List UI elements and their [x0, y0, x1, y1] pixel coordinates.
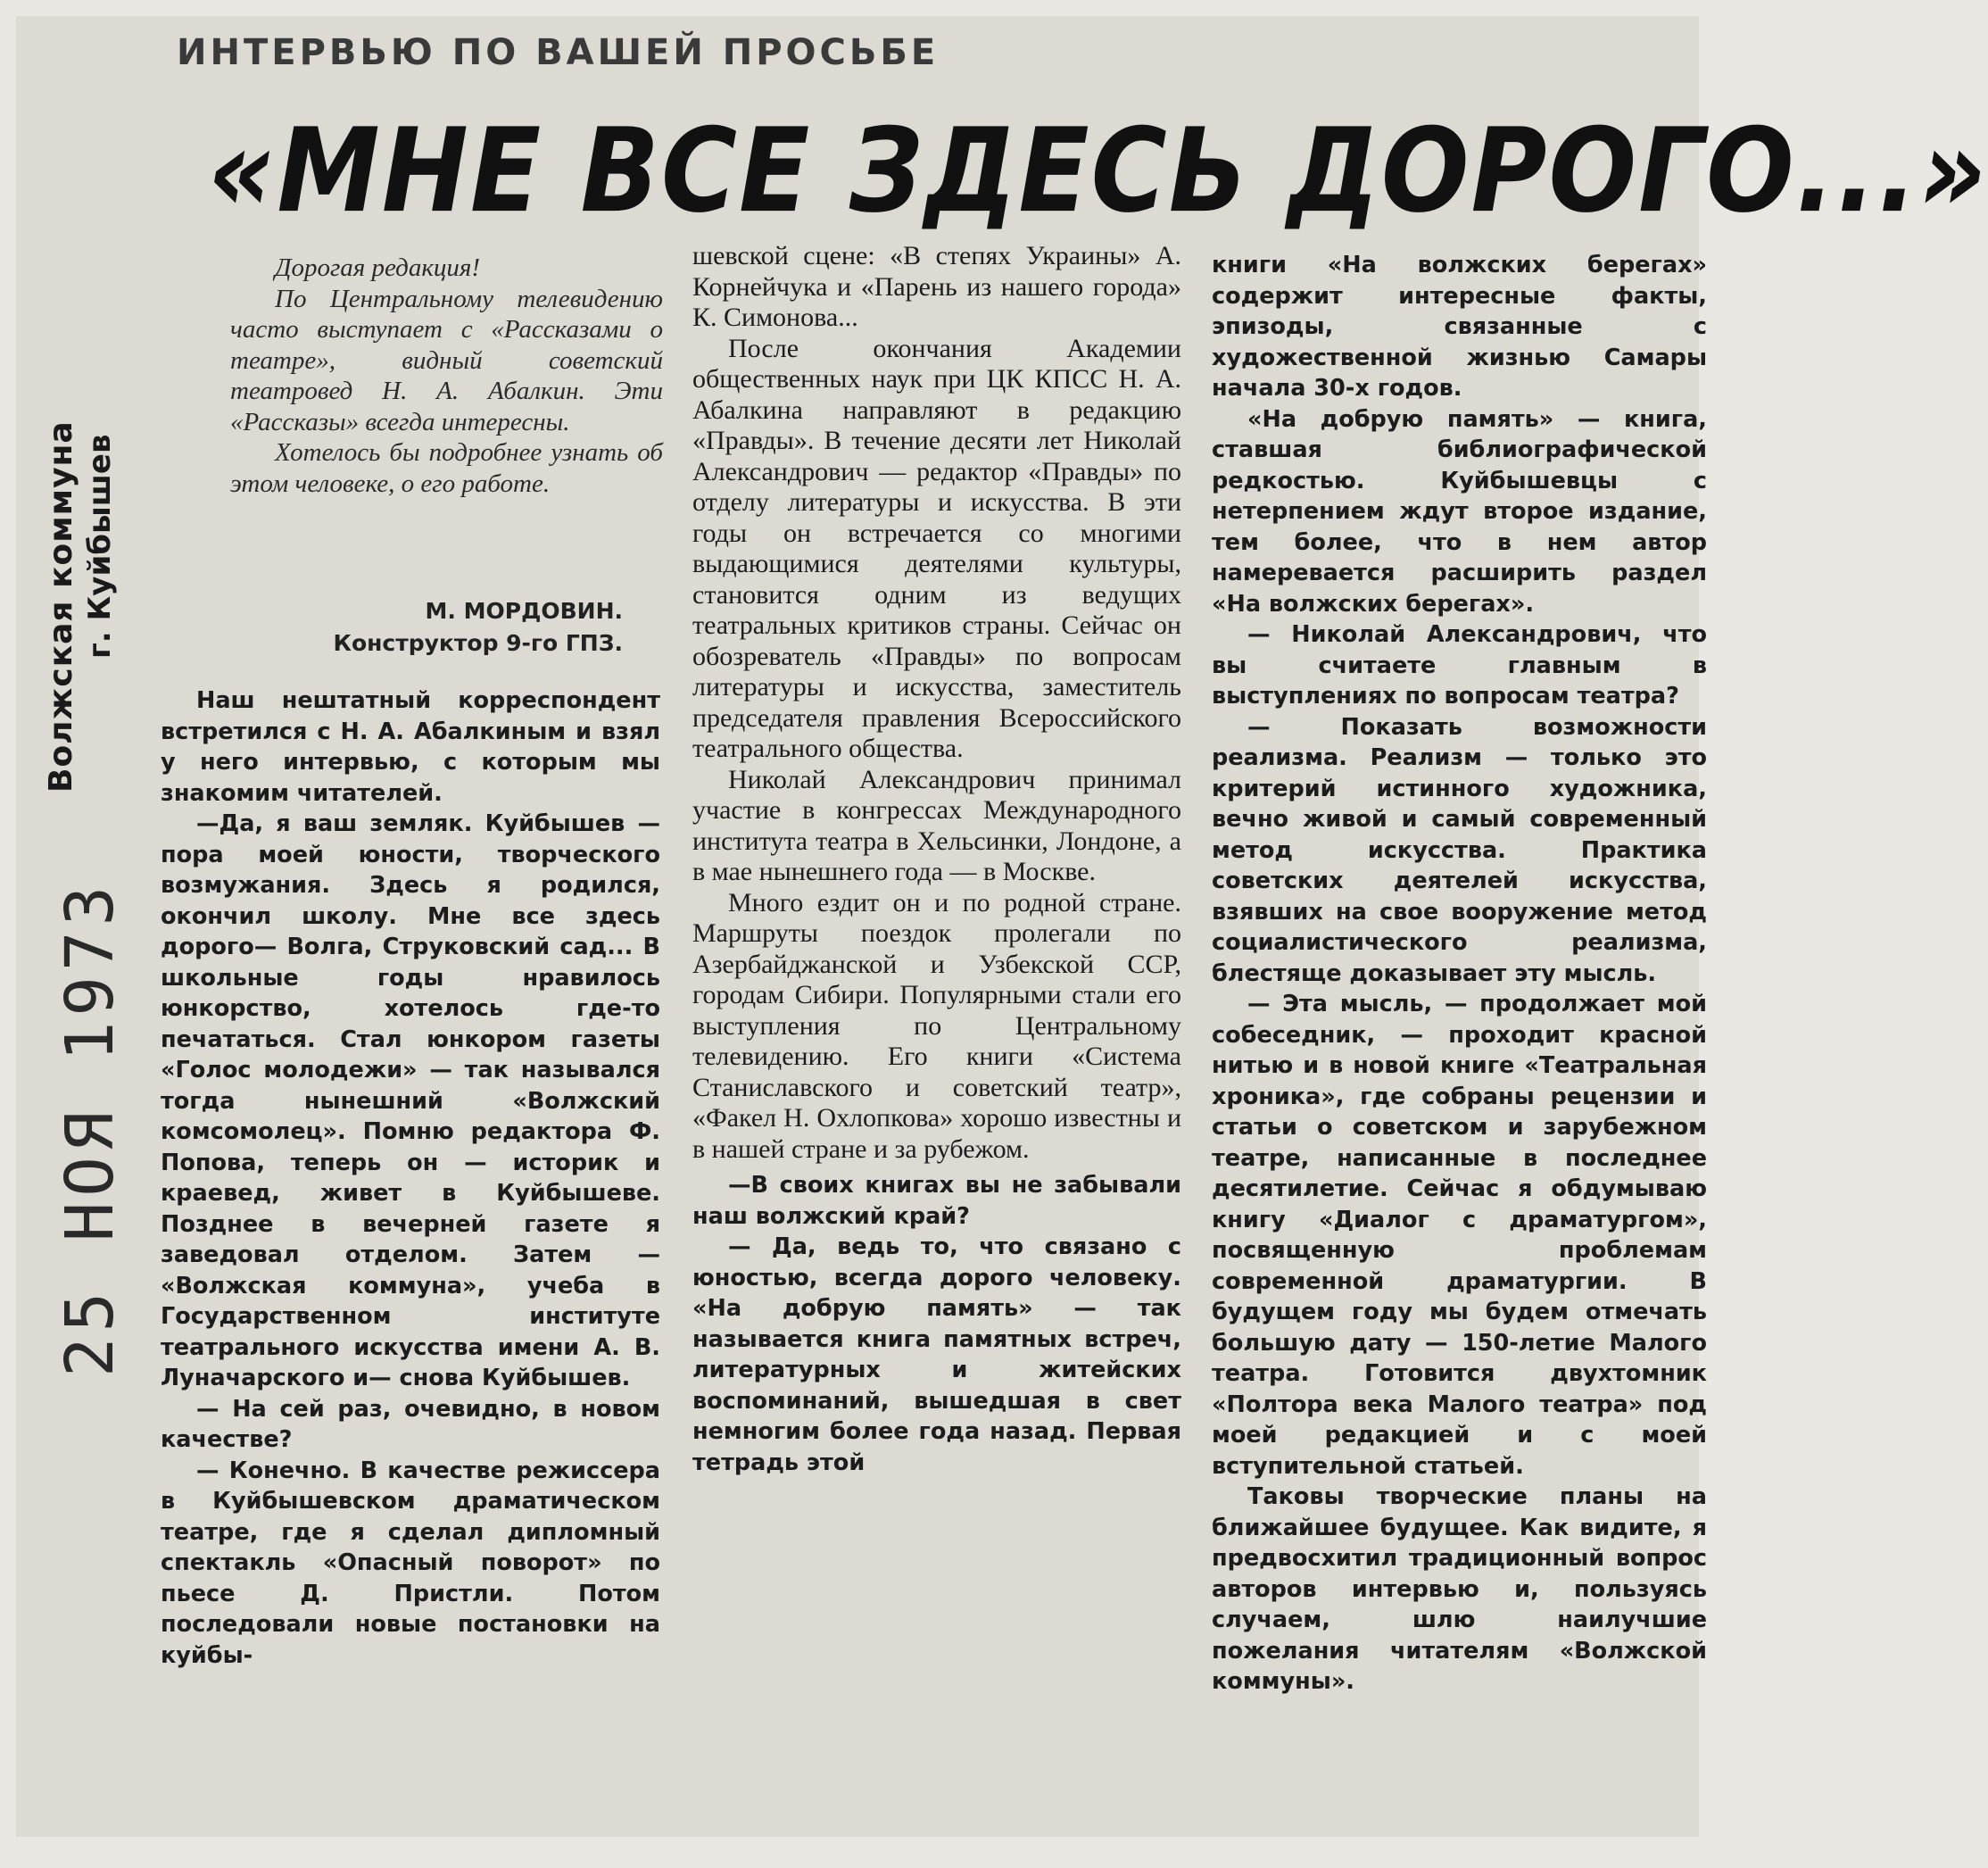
paragraph: — Да, ведь то, что связано с юностью, всегда дорого человеку. «На добрую память» — так называется книга памятных встреч, литературных и житейских воспоминаний, вышедшая в свет немногим более года назад. Первая тетрадь этой — [692, 1233, 1181, 1476]
newspaper-name-label: Волжская коммуна — [43, 420, 79, 793]
letter-author: М. МОРДОВИН. — [425, 598, 623, 624]
interview-question: — Николай Александрович, что вы считаете главным в выступлениях по вопросам театра? — [1212, 621, 1707, 710]
rubric: ИНТЕРВЬЮ ПО ВАШЕЙ ПРОСЬБЕ — [177, 32, 940, 73]
article-column-3 — [1212, 250, 1707, 1810]
letter-body: По Центральному телевидению часто выступает с «Рассказами о театре», видный советский театровед Н. А. Абалкин. Эти «Рассказы» всегда интересны. — [230, 284, 663, 436]
paragraph: —Да, я ваш земляк. Куйбышев — пора моей юности, творческого возмужания. Здесь я родился, окончил школу. Мне все здесь дорого— Волга, Струковский сад... В школьные годы нравилось юнкорство, хотелось где-то печататься. Стал юнкором газеты «Голос молодежи» — так назывался тогда нынешний «Волжский комсомолец». Помню редактора Ф. Попова, теперь он — историк и краевед, живет в Куйбышеве. Позднее в вечерней газете я заведовал отделом. Затем — «Волжская коммуна», учеба в Государственном институте театрального искусства имени А. В. Луначарского и— снова Куйбышев. — [161, 810, 660, 1391]
reader-letter — [230, 253, 663, 499]
letter-request: Хотелось бы подробнее узнать об этом человеке, о его работе. — [230, 438, 663, 498]
paragraph: «На добрую память» — книга, ставшая библиографической редкостью. Куйбышевцы с нетерпением ждут второе издание, тем более, что в нем автор намеревается расширить раздел «На волжских берегах». — [1212, 405, 1707, 618]
newspaper-clipping — [16, 16, 1988, 1837]
paragraph: Таковы творческие планы на ближайшее будущее. Как видите, я предвосхитил традиционный вопрос авторов интервью и, пользуясь случаем, шлю наилучшие пожелания читателям «Волжской коммуны». — [1212, 1483, 1707, 1695]
paragraph: шевской сцене: «В степях Украины» А. Корнейчука и «Парень из нашего города» К. Симонова... — [692, 241, 1181, 332]
date-stamp: 25 НОЯ 1973 — [52, 880, 128, 1377]
letter-greeting: Дорогая редакция! — [275, 253, 481, 282]
article-column-1 — [161, 685, 660, 1810]
paragraph: — Конечно. В качестве режиссера в Куйбышевском драматическом театре, где я сделал дипломный спектакль «Опасный поворот» по пьесе Д. Пристли. Потом последовали новые постановки на куйбы- — [161, 1457, 660, 1669]
paragraph: — На сей раз, очевидно, в новом качестве? — [161, 1395, 660, 1453]
article-column-2 — [692, 241, 1181, 1810]
letter-author-title: Конструктор 9-го ГПЗ. — [333, 630, 623, 656]
paragraph: — Показать возможности реализма. Реализм — только это критерий истинного художника, вечно живой и самый современный метод искусства. Практика советских деятелей искусства, взявших на свое вооружение метод социалистического реализма, блестяще доказывает эту мысль. — [1212, 713, 1707, 987]
paragraph: Много ездит он и по родной стране. Маршруты поездок пролегали по Азербайджанской и Узбекской ССР, городам Сибири. Популярными стали его выступления по Центральному телевидению. Его книги «Система Станиславского и советский театр», «Факел Н. Охлопкова» хорошо известны и в нашей стране и за рубежом. — [692, 887, 1181, 1164]
headline: «МНЕ ВСЕ ЗДЕСЬ ДОРОГО...» — [208, 104, 1988, 239]
paragraph: — Эта мысль, — продолжает мой собеседник, — проходит красной нитью и в новой книге «Театральная хроника», где собраны рецензии и статьи о советском и зарубежном театре, написанные в последнее десятилетие. Сейчас я обдумываю книгу «Диалог с драматургом», посвященную проблемам современной драматургии. В будущем году мы будем отмечать большую дату — 150-летие Малого театра. Готовится двухтомник «Полтора века Малого театра» под моей редакцией и с моей вступительной статьей. — [1212, 991, 1707, 1480]
paragraph: книги «На волжских берегах» содержит интересные факты, эпизоды, связанные с художественной жизнью Самары начала 30-х годов. — [1212, 252, 1707, 402]
city-label: г. Куйбышев — [82, 434, 118, 659]
paragraph: После окончания Академии общественных наук при ЦК КПСС Н. А. Абалкина направляют в редакцию «Правды». В течение десяти лет Николай Александрович — редактор «Правды» по отделу литературы и искусства. В эти годы он встречается со многими выдающимися деятелями культуры, становится одним из ведущих театральных критиков страны. Сейчас он обозреватель «Правды» по вопросам литературы и искусства, заместитель председателя правления Всероссийского театрального общества. — [692, 333, 1181, 763]
paragraph: Николай Александрович принимал участие в конгрессах Международного института театра в Хельсинки, Лондоне, а в мае нынешнего года — в Москве. — [692, 764, 1181, 886]
paragraph: Наш нештатный корреспондент встретился с Н. А. Абалкиным и взял у него интервью, с которым мы знакомим читателей. — [161, 687, 660, 807]
interview-question: —В своих книгах вы не забывали наш волжский край? — [692, 1172, 1181, 1230]
